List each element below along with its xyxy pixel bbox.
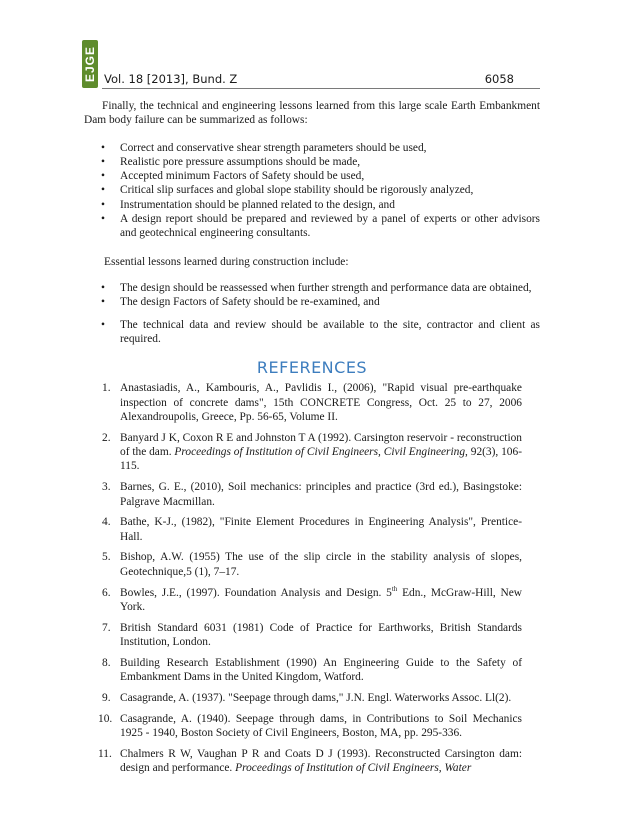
list-item: • Accepted minimum Factors of Safety should be used, (101, 170, 365, 183)
bullet: • (101, 141, 105, 154)
intro-paragraph: Finally, the technical and engineering lessons learned from this large scale Earth Embankment Dam body failure can be summarized as follows: (84, 100, 540, 127)
reference-number: 7. (102, 621, 111, 634)
reference-number: 9. (102, 691, 111, 704)
reference-item: 7. British Standard 6031 (1981) Code of Practice for Earthworks, British Standards Institution, London. (102, 621, 522, 648)
construction-lessons-label: Essential lessons learned during construction include: (104, 255, 349, 268)
reference-item: 5. Bishop, A.W. (1955) The use of the slip circle in the stability analysis of slopes, Geotechnique,5 (1), 7–17. (102, 551, 522, 578)
header-rule (102, 88, 540, 89)
bullet: • (101, 170, 105, 183)
design-lessons-list (84, 141, 540, 241)
bullet: • (101, 184, 105, 197)
list-item: • Realistic pore pressure assumptions should be made, (101, 155, 361, 168)
reference-item: 11. Chalmers R W, Vaughan P R and Coats D J (1993). Reconstructed Carsington dam: design and performance. Proceedings of Institution of Civil Engineers, Water (98, 747, 522, 774)
page-content (84, 99, 540, 775)
reference-item: 10. Casagrande, A. (1940). Seepage through dams, in Contributions to Soil Mechanics 1925 - 1940, Boston Society of Civil Engineers, Boston, MA, pp. 295-336. (98, 712, 522, 739)
reference-item: 4. Bathe, K-J., (1982), "Finite Element Procedures in Engineering Analysis", Prentice-Hall. (102, 516, 522, 543)
reference-number: 3. (102, 481, 111, 494)
reference-item: 1. Anastasiadis, A., Kambouris, A., Pavlidis I., (2006), "Rapid visual pre-earthquake inspection of concrete dams", 15th CONCRETE Congress, Oct. 25 to 27, 2006 Alexandroupolis, Greece, Pp. 56-65, Volume II. (102, 382, 522, 424)
logo-text: EJGE (83, 45, 97, 83)
journal-logo (82, 40, 98, 88)
bullet: • (101, 296, 105, 309)
reference-number: 2. (102, 431, 111, 444)
references-heading: REFERENCES (256, 358, 368, 378)
reference-number: 4. (102, 516, 111, 529)
reference-number: 5. (102, 551, 111, 564)
list-item: • Critical slip surfaces and global slope stability should be rigorously analyzed, (101, 184, 474, 197)
bullet: • (101, 155, 105, 168)
reference-number: 11. (98, 747, 112, 760)
bullet: • (101, 213, 105, 226)
list-item: • The design should be reassessed when further strength and performance data are obtained, (101, 281, 532, 294)
reference-number: 10. (98, 712, 113, 725)
construction-lessons-list (84, 281, 540, 346)
reference-number: 8. (102, 656, 111, 669)
reference-number: 6. (102, 586, 111, 599)
list-item: • The technical data and review should be available to the site, contractor and client as required. (101, 318, 540, 345)
bullet: • (101, 281, 105, 294)
reference-item: 3. Barnes, G. E., (2010), Soil mechanics: principles and practice (3rd ed.), Basingstoke: Palgrave Macmillan. (102, 481, 522, 508)
bullet: • (101, 318, 105, 331)
reference-item: 8. Building Research Establishment (1990) An Engineering Guide to the Safety of Embankment Dams in the United Kingdom, Watford. (102, 656, 522, 683)
reference-number: 1. (102, 382, 111, 395)
page-number: 6058 (484, 72, 514, 86)
reference-item: 2. Banyard J K, Coxon R E and Johnston T A (1992). Carsington reservoir - reconstruction of the dam. Proceedings of Institution of Civil Engineers, Civil Engineering, 92(3), 106-115. (102, 431, 522, 473)
list-item: • A design report should be prepared and reviewed by a panel of experts or other advisors and geotechnical engineering consultants. (101, 213, 540, 240)
reference-item: 6. Bowles, J.E., (1997). Foundation Analysis and Design. 5th Edn., McGraw-Hill, New York. (102, 584, 522, 613)
list-item: • Instrumentation should be planned related to the design, and (101, 198, 395, 211)
bullet: • (101, 198, 105, 211)
reference-item: 9. Casagrande, A. (1937). "Seepage through dams," J.N. Engl. Waterworks Assoc. Ll(2). (102, 691, 512, 704)
list-item: • The design Factors of Safety should be re-examined, and (101, 296, 380, 309)
references-list (84, 381, 540, 774)
list-item: • Correct and conservative shear strength parameters should be used, (101, 141, 427, 154)
volume-label: Vol. 18 [2013], Bund. Z (104, 72, 238, 86)
